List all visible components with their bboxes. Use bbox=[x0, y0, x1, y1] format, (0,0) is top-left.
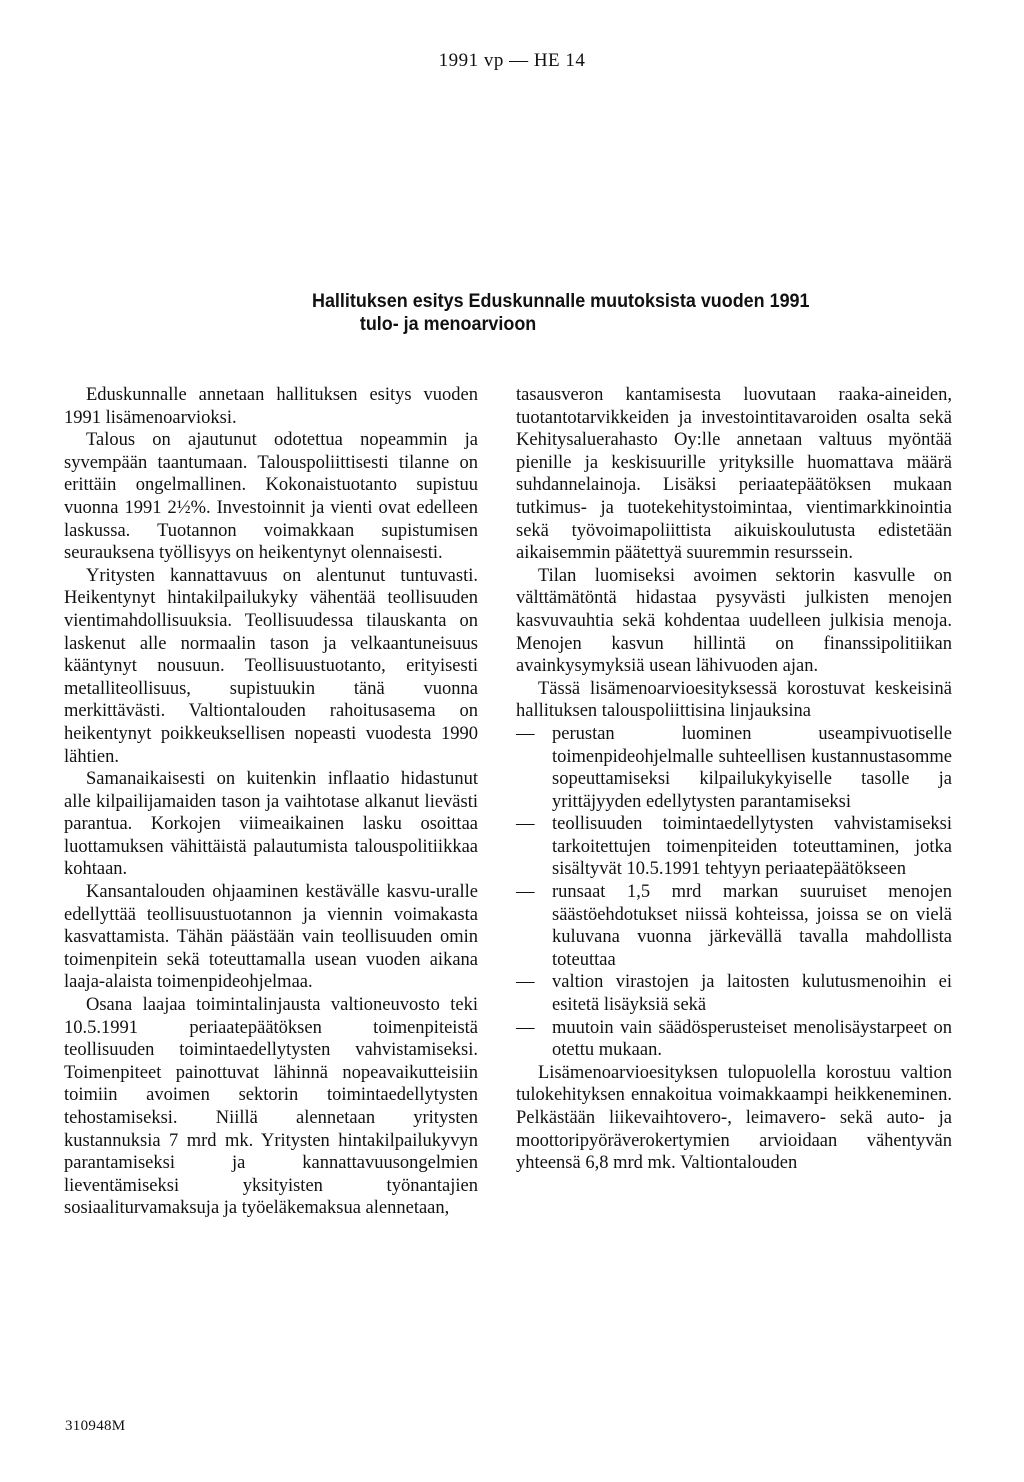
dash-marker: — bbox=[516, 882, 535, 903]
right-column bbox=[516, 384, 952, 1175]
list-item bbox=[516, 723, 952, 813]
dash-marker: — bbox=[516, 972, 535, 993]
list-item bbox=[516, 1017, 952, 1062]
left-paragraph-2: Talous on ajautunut odotettua nopeammin ja syvempään taantumaan. Talouspoliittisesti tilanne on erittäin ongelmallinen. Kokonaistuotanto supistuu vuonna 1991 2½%. Investoinnit ja vienti ovat edelleen laskussa. Tuotannon voimakkaan supistumisen seurauksena työllisyys on heikentynyt olennaisesti. bbox=[64, 430, 478, 564]
document-title bbox=[312, 290, 910, 336]
left-paragraph-3: Yritysten kannattavuus on alentunut tuntuvasti. Heikentynyt hintakilpailukyky vähentää teollisuuden vientimahdollisuuksia. Teollisuudessa tilauskanta on laskenut alle normaalin tason ja velkaantuneisuus kääntynyt nousuun. Teollisuustuotanto, erityisesti metalliteollisuus, supistuukin tänä vuonna merkittävästi. Valtiontalouden rahoitusasema on heikentynyt poikkeuksellisen nopeasti vuodesta 1990 lähtien. bbox=[64, 565, 478, 767]
right-paragraph-2: Tilan luomiseksi avoimen sektorin kasvulle on välttämätöntä hidastaa pysyvästi julkisten menojen kasvuvauhtia sekä kohdentaa uudelleen julkisia menoja. Menojen kasvun hillintä on finanssipolitiikan avainkysymyksiä usean lähivuoden ajan. bbox=[516, 565, 952, 677]
list-item-text: valtion virastojen ja laitosten kulutusmenoihin ei esitetä lisäyksiä sekä bbox=[552, 972, 952, 1016]
list-item bbox=[516, 813, 952, 881]
left-column bbox=[64, 384, 478, 1220]
list-item bbox=[516, 881, 952, 971]
dash-marker: — bbox=[516, 723, 535, 744]
document-code: 310948M bbox=[65, 1418, 126, 1434]
left-paragraph-5: Kansantalouden ohjaaminen kestävälle kasvu-uralle edellyttää teollisuustuotannon ja viennin voimakasta kasvattamista. Tähän päästään vain teollisuuden omin toimenpitein sekä toteuttamalla usean vuoden aikana laaja-alaista toimenpideohjelmaa. bbox=[64, 882, 478, 993]
dash-marker: — bbox=[516, 814, 535, 835]
list-item-text: teollisuuden toimintaedellytysten vahvistamiseksi tarkoitettujen toimenpiteiden toteuttaminen, jotka sisältyvät 10.5.1991 tehtyyn periaatepäätökseen bbox=[552, 814, 952, 880]
title-line-2: tulo- ja menoarvioon bbox=[359, 313, 537, 335]
right-paragraph-3: Tässä lisämenoarvioesityksessä korostuvat keskeisinä hallituksen talouspoliittisina linjauksina bbox=[516, 678, 952, 722]
list-item bbox=[516, 971, 952, 1016]
list-item-text: perustan luominen useampivuotiselle toimenpideohjelmalle suhteellisen kustannustasomme sopeuttamiseksi kilpailukykyiselle tasolle ja yrittäjyyden edellytysten parantamiseksi bbox=[552, 723, 952, 812]
right-paragraph-4: Lisämenoarvioesityksen tulopuolella korostuu valtion tulokehityksen ennakoitua voimakkaampi heikkeneminen. Pelkästään liikevaihtovero-, leimavero- sekä auto- ja moottoripyöräverokertymien arvioidaan vähentyvän yhteensä 6,8 mrd mk. Valtiontalouden bbox=[516, 1062, 952, 1174]
left-paragraph-6: Osana laajaa toimintalinjausta valtioneuvosto teki 10.5.1991 periaatepäätöksen toimenpiteistä teollisuuden toimintaedellytysten vahvistamiseksi. Toimenpiteet painottuvat lähinnä nopeavaikutteisiin toimiin avoimen sektorin toimintaedellytysten tehostamiseksi. Niillä alennetaan yritysten kustannuksia 7 mrd mk. Yritysten hintakilpailukyvyn parantamiseksi ja kannattavuusongelmien lieventämiseksi yksityisten työnantajien sosiaaliturvamaksuja ja työeläkemaksua alennetaan, bbox=[64, 995, 478, 1219]
list-item-text: runsaat 1,5 mrd markan suuruiset menojen säästöehdotukset niissä kohteissa, joissa se on vielä kuluvana vuonna järkevällä tavalla mahdollista toteuttaa bbox=[552, 882, 952, 970]
list-item-text: muutoin vain säädösperusteiset menolisäystarpeet on otettu mukaan. bbox=[552, 1017, 952, 1061]
right-paragraph-continued: tasausveron kantamisesta luovutaan raaka-aineiden, tuotantotarvikkeiden ja investointitavaroiden osalta sekä Kehitysaluerahasto Oy:lle annetaan valtuus myöntää pienille ja keskisuurille yrityksille huomattava määrä suhdannelainoja. Lisäksi periaatepäätöksen mukaan tutkimus- ja tuotekehitystoimintaa, vientimarkkinointia sekä työvoimapoliittista aikuiskoulutusta edistetään aikaisemmin päätettyä suuremmin resurssein. bbox=[516, 385, 952, 564]
left-paragraph-4: Samanaikaisesti on kuitenkin inflaatio hidastunut alle kilpailijamaiden tason ja vaihtotase alkanut lievästi parantua. Korkojen viimeaikainen lasku osoittaa luottamuksen vähittäistä palautumista talouspolitiikkaa kohtaan. bbox=[64, 769, 478, 880]
dash-marker: — bbox=[516, 1017, 535, 1038]
title-line-1: Hallituksen esitys Eduskunnalle muutoksista vuoden 1991 bbox=[312, 290, 810, 312]
page-header: 1991 vp — HE 14 bbox=[438, 50, 586, 71]
left-paragraph-1: Eduskunnalle annetaan hallituksen esitys vuoden 1991 lisämenoarvioksi. bbox=[64, 385, 478, 428]
